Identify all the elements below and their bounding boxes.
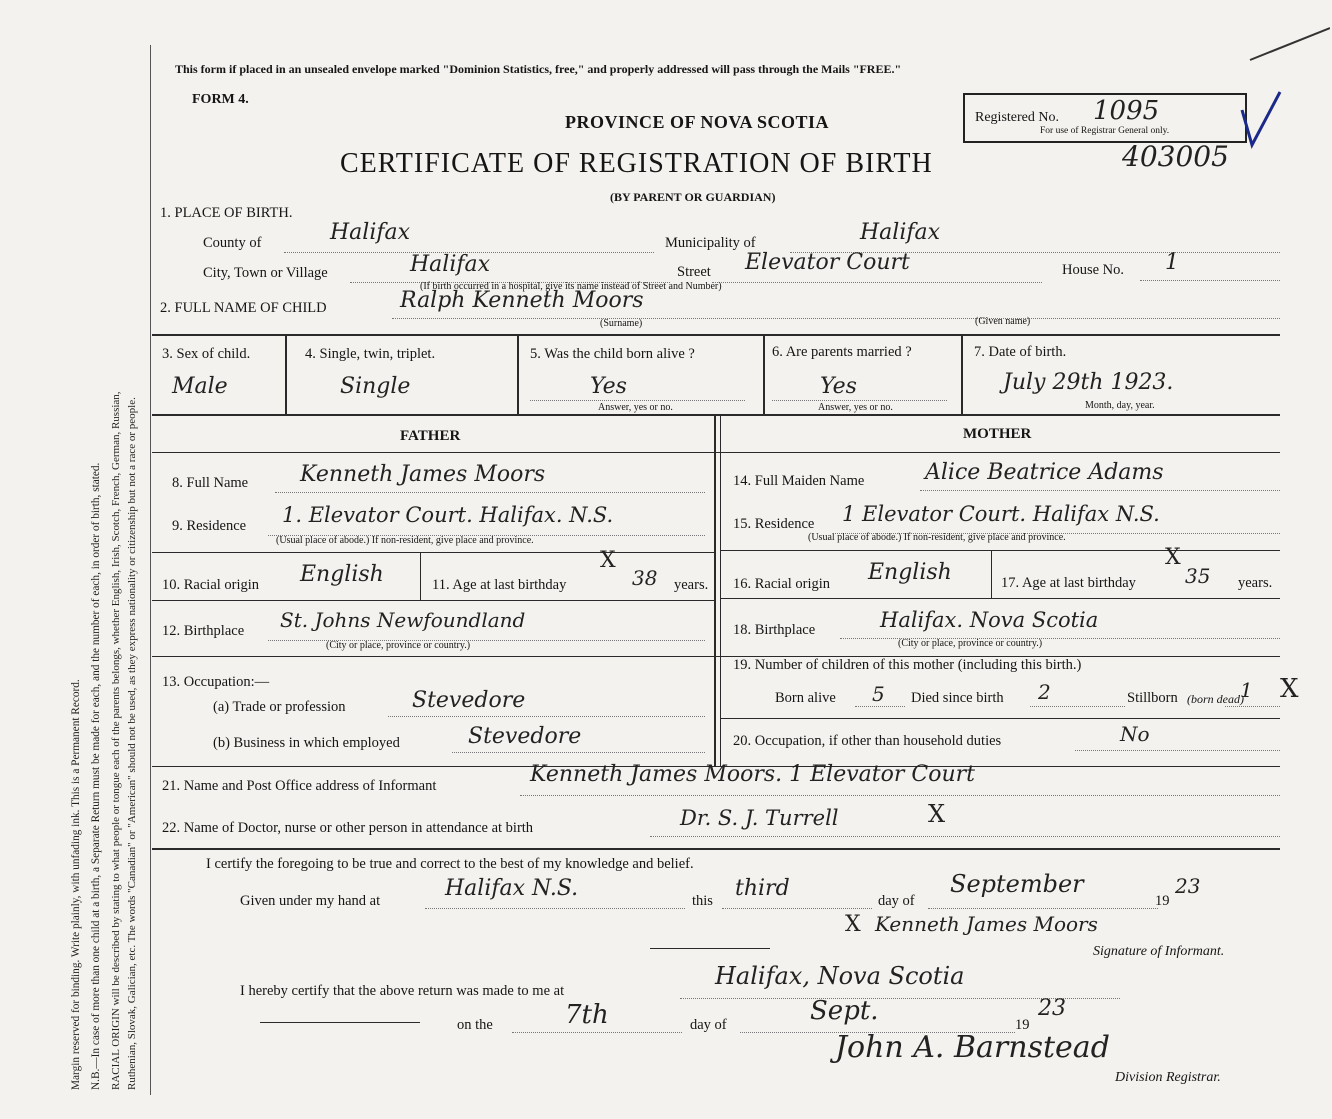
registered-number: 1095 (1093, 96, 1160, 126)
father-years: years. (674, 577, 709, 593)
certificate-title: CERTIFICATE OF REGISTRATION OF BIRTH (340, 148, 933, 179)
given-place-value: Halifax N.S. (445, 876, 579, 901)
this-day-value: third (735, 876, 790, 901)
x-mark-doctor: X (928, 800, 946, 828)
mother-years: years. (1238, 575, 1273, 591)
dob-value: July 29th 1923. (1003, 370, 1174, 395)
father-race-value: English (300, 562, 384, 587)
father-race-label: 10. Racial origin (162, 577, 260, 593)
on-the-label: on the (457, 1017, 493, 1033)
sex-value: Male (172, 374, 228, 399)
father-business-value: Stevedore (468, 724, 582, 749)
doctor-label: 22. Name of Doctor, nurse or other person in attendance at birth (162, 820, 534, 836)
mother-race-label: 16. Racial origin (733, 576, 831, 592)
mother-residence-note: (Usual place of abode.) If non-resident, give place and province. (808, 532, 1066, 543)
informant-value: Kenneth James Moors. 1 Elevator Court (530, 762, 975, 787)
father-name-label: 8. Full Name (172, 475, 249, 491)
province-title: PROVINCE OF NOVA SCOTIA (565, 112, 830, 132)
child-name-value: Ralph Kenneth Moors (400, 288, 644, 313)
street-label: Street (677, 264, 711, 280)
stillborn-value: 1 (1240, 678, 1253, 702)
margin-rule (150, 45, 151, 1095)
given-name-note: (Given name) (975, 316, 1031, 327)
dob-label: 7. Date of birth. (974, 344, 1067, 360)
year-prefix: 19 (1155, 893, 1170, 909)
single-value: Single (340, 374, 411, 399)
x-mark-father-age: X (600, 548, 616, 573)
subtitle: (BY PARENT OR GUARDIAN) (610, 190, 776, 204)
mother-age-label: 17. Age at last birthday (1001, 575, 1136, 591)
father-age-label: 11. Age at last birthday (432, 577, 567, 593)
day-of-label: day of (878, 893, 915, 909)
registrar-place: Halifax, Nova Scotia (715, 962, 965, 990)
father-age-value: 38 (632, 566, 658, 590)
father-trade-label: (a) Trade or profession (213, 699, 346, 715)
year-value: 23 (1175, 874, 1201, 898)
given-under-label: Given under my hand at (240, 893, 381, 909)
mother-heading: MOTHER (963, 426, 1032, 442)
mother-age-value: 35 (1185, 564, 1211, 588)
father-business-label: (b) Business in which employed (213, 735, 400, 751)
registered-label: Registered No. (975, 110, 1059, 125)
mother-birthplace-value: Halifax. Nova Scotia (880, 608, 1099, 632)
died-label: Died since birth (911, 690, 1004, 706)
registrar-day-of: day of (690, 1017, 727, 1033)
father-residence-note: (Usual place of abode.) If non-resident, give place and province. (276, 535, 534, 546)
sex-label: 3. Sex of child. (162, 346, 251, 362)
municipality-label: Municipality of (665, 235, 756, 251)
alive-note: Answer, yes or no. (598, 402, 673, 413)
father-heading: FATHER (400, 428, 461, 444)
street-value: Elevator Court (745, 250, 910, 275)
father-birthplace-label: 12. Birthplace (162, 623, 245, 639)
registrar-label: Division Registrar. (1115, 1070, 1221, 1085)
father-trade-value: Stevedore (412, 688, 526, 713)
house-label: House No. (1062, 262, 1125, 278)
city-label: City, Town or Village (203, 265, 328, 281)
registered-note: For use of Registrar General only. (1040, 126, 1170, 136)
mail-notice: This form if placed in an unsealed envelope marked "Dominion Statistics, free," and properly addressed will pass through the Mails "FREE." (175, 62, 902, 76)
father-residence-label: 9. Residence (172, 518, 247, 534)
dob-note: Month, day, year. (1085, 400, 1155, 411)
hospital-note: (If birth occurred in a hospital, give its name instead of Street and Number) (420, 281, 722, 292)
alive-value: Yes (590, 374, 627, 399)
month-value: September (950, 870, 1084, 898)
check-mark-icon (1230, 20, 1330, 160)
informant-signature: Kenneth James Moors (875, 912, 1098, 936)
born-alive-value: 5 (872, 682, 885, 706)
mother-birthplace-note: (City or place, province or country.) (898, 638, 1043, 649)
signature-label: Signature of Informant. (1093, 944, 1225, 959)
this-label: this (692, 893, 713, 909)
stillborn-note: (born dead) (1187, 692, 1244, 706)
mother-name-value: Alice Beatrice Adams (925, 460, 1164, 485)
stamp-number: 403005 (1122, 140, 1229, 173)
registrar-signature: John A. Barnstead (835, 1030, 1110, 1065)
city-value: Halifax (410, 252, 491, 277)
registrar-day: 7th (565, 1000, 609, 1030)
father-residence-value: 1. Elevator Court. Halifax. N.S. (282, 503, 614, 527)
child-name-label: 2. FULL NAME OF CHILD (160, 300, 327, 316)
x-mark-signature: X (845, 912, 861, 937)
died-value: 2 (1038, 680, 1051, 704)
mother-occupation-value: No (1120, 722, 1150, 746)
mother-occupation-label: 20. Occupation, if other than household duties (733, 733, 1002, 749)
doctor-value: Dr. S. J. Turrell (680, 806, 839, 830)
married-label: 6. Are parents married ? (772, 344, 912, 360)
stillborn-label: Stillborn (1127, 690, 1178, 706)
registrar-year: 23 (1038, 996, 1066, 1021)
mother-birthplace-label: 18. Birthplace (733, 622, 816, 638)
single-label: 4. Single, twin, triplet. (305, 346, 436, 362)
mother-residence-value: 1 Elevator Court. Halifax N.S. (842, 502, 1160, 526)
informant-label: 21. Name and Post Office address of Informant (162, 778, 437, 794)
place-heading: 1. PLACE OF BIRTH. (160, 205, 293, 221)
x-mark-stillborn: X (1280, 674, 1299, 704)
municipality-value: Halifax (860, 220, 941, 245)
margin-text-4: Ruthenian, Slovak, Galician, etc. The words "Canadian" or "American" should not be used, as they express nationality or citizenship but not a race or people. (126, 397, 138, 1090)
father-birthplace-value: St. Johns Newfoundland (280, 608, 526, 632)
married-value: Yes (820, 374, 857, 399)
mother-race-value: English (868, 560, 952, 585)
surname-note: (Surname) (600, 318, 643, 329)
county-label: County of (203, 235, 262, 251)
born-alive-label: Born alive (775, 690, 836, 706)
father-birthplace-note: (City or place, province or country.) (326, 640, 471, 651)
registrar-year-prefix: 19 (1015, 1017, 1030, 1033)
registrar-month: Sept. (810, 996, 879, 1026)
form-number: FORM 4. (192, 92, 249, 107)
x-mark-mother-age: X (1165, 545, 1181, 570)
children-label: 19. Number of children of this mother (including this birth.) (733, 657, 1082, 673)
certify-text: I certify the foregoing to be true and correct to the best of my knowledge and belief. (206, 856, 694, 872)
margin-text-3: RACIAL ORIGIN will be described by stating to what people or tongue each of the parents belongs, whether English, Irish, Scotch, French, German, Russian, (110, 391, 122, 1090)
margin-text-1: Margin reserved for binding. Write plainly, with unfading ink. This is a Permanent Record. (70, 679, 82, 1090)
married-note: Answer, yes or no. (818, 402, 893, 413)
margin-text-2: N.B.—In case of more than one child at a birth, a Separate Return must be made for each, and the number of each, in order of birth, stated. (90, 462, 102, 1090)
father-name-value: Kenneth James Moors (300, 462, 546, 487)
house-value: 1 (1165, 250, 1179, 275)
registrar-line: I hereby certify that the above return was made to me at (240, 983, 565, 999)
county-value: Halifax (330, 220, 411, 245)
mother-residence-label: 15. Residence (733, 516, 815, 532)
father-occupation-label: 13. Occupation:— (162, 674, 270, 690)
mother-name-label: 14. Full Maiden Name (733, 473, 865, 489)
alive-label: 5. Was the child born alive ? (530, 346, 695, 362)
